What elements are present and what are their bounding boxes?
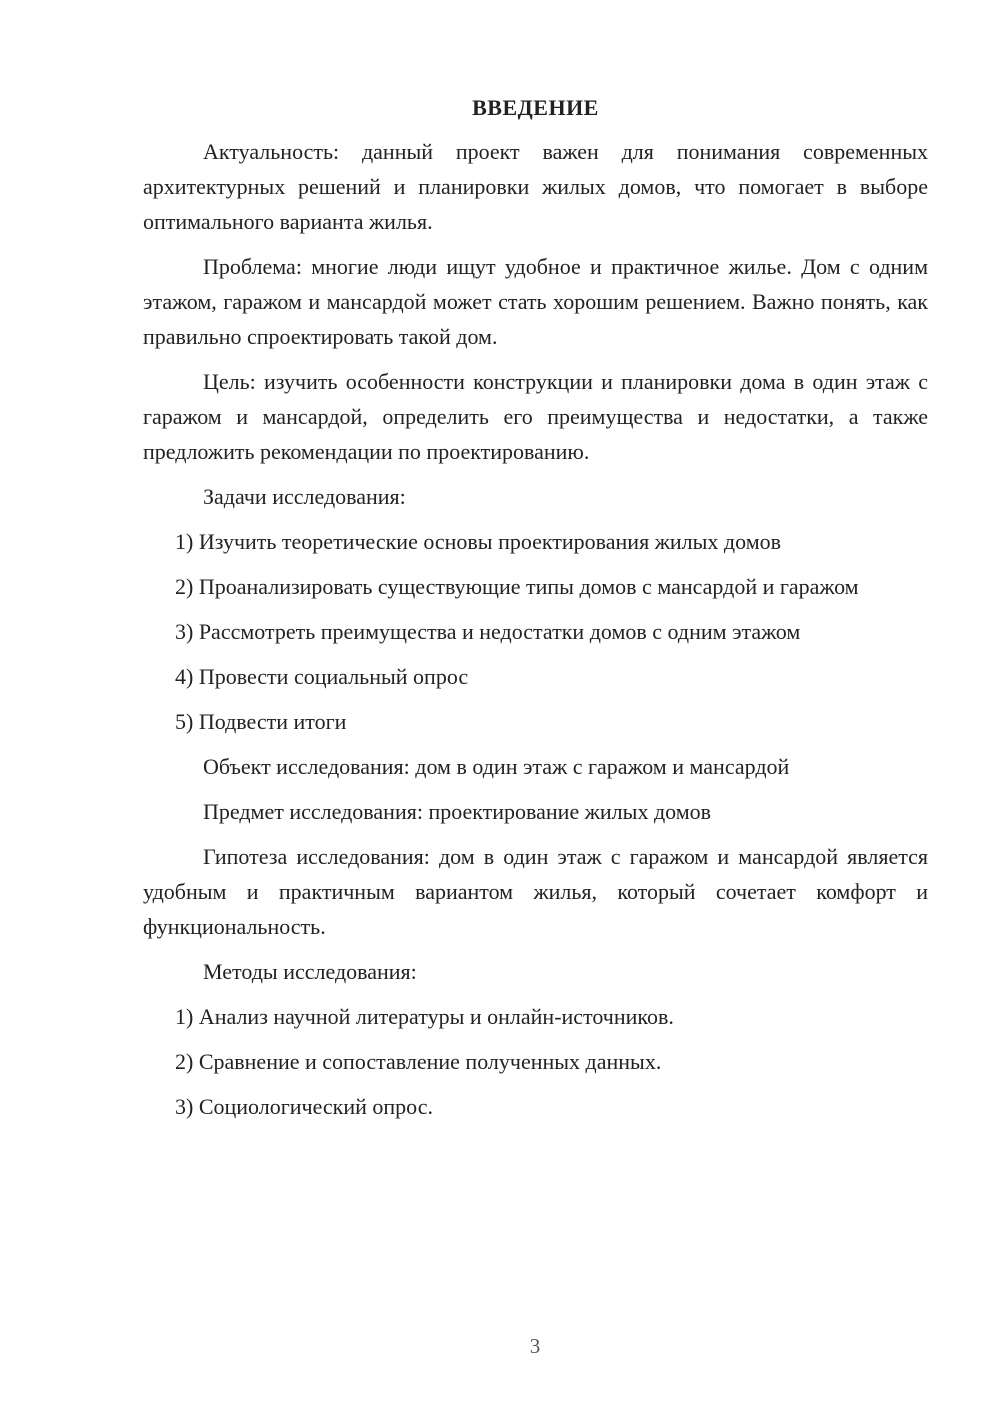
section-title: ВВЕДЕНИЕ [472,95,599,120]
task-item: 2) Проанализировать существующие типы домов с мансардой и гаражом [175,574,859,599]
problem-paragraph: Проблема: многие люди ищут удобное и практичное жилье. Дом с одним этажом, гаражом и мансардой может стать хорошим решением. Важно понять, как правильно спроектировать такой дом. [143,254,928,349]
research-object: Объект исследования: дом в один этаж с гаражом и мансардой [203,754,790,779]
research-subject: Предмет исследования: проектирование жилых домов [203,799,712,824]
methods-heading: Методы исследования: [203,959,417,984]
document-page [143,90,928,1134]
task-item: 1) Изучить теоретические основы проектирования жилых домов [175,529,782,554]
method-item: 3) Социологический опрос. [175,1094,433,1119]
relevance-paragraph: Актуальность: данный проект важен для понимания современных архитектурных решений и планировки жилых домов, что помогает в выборе оптимального варианта жилья. [143,139,928,234]
research-hypothesis: Гипотеза исследования: дом в один этаж с гаражом и мансардой является удобным и практичным вариантом жилья, который сочетает комфорт и функциональность. [143,844,928,939]
tasks-heading: Задачи исследования: [203,484,406,509]
method-item: 2) Сравнение и сопоставление полученных данных. [175,1049,662,1074]
page-number: 3 [529,1334,541,1358]
task-item: 3) Рассмотреть преимущества и недостатки домов с одним этажом [175,619,801,644]
goal-paragraph: Цель: изучить особенности конструкции и планировки дома в один этаж с гаражом и мансардой, определить его преимущества и недостатки, а также предложить рекомендации по проектированию. [143,369,928,464]
task-item: 5) Подвести итоги [175,709,347,734]
task-item: 4) Провести социальный опрос [175,664,469,689]
method-item: 1) Анализ научной литературы и онлайн-источников. [175,1004,674,1029]
